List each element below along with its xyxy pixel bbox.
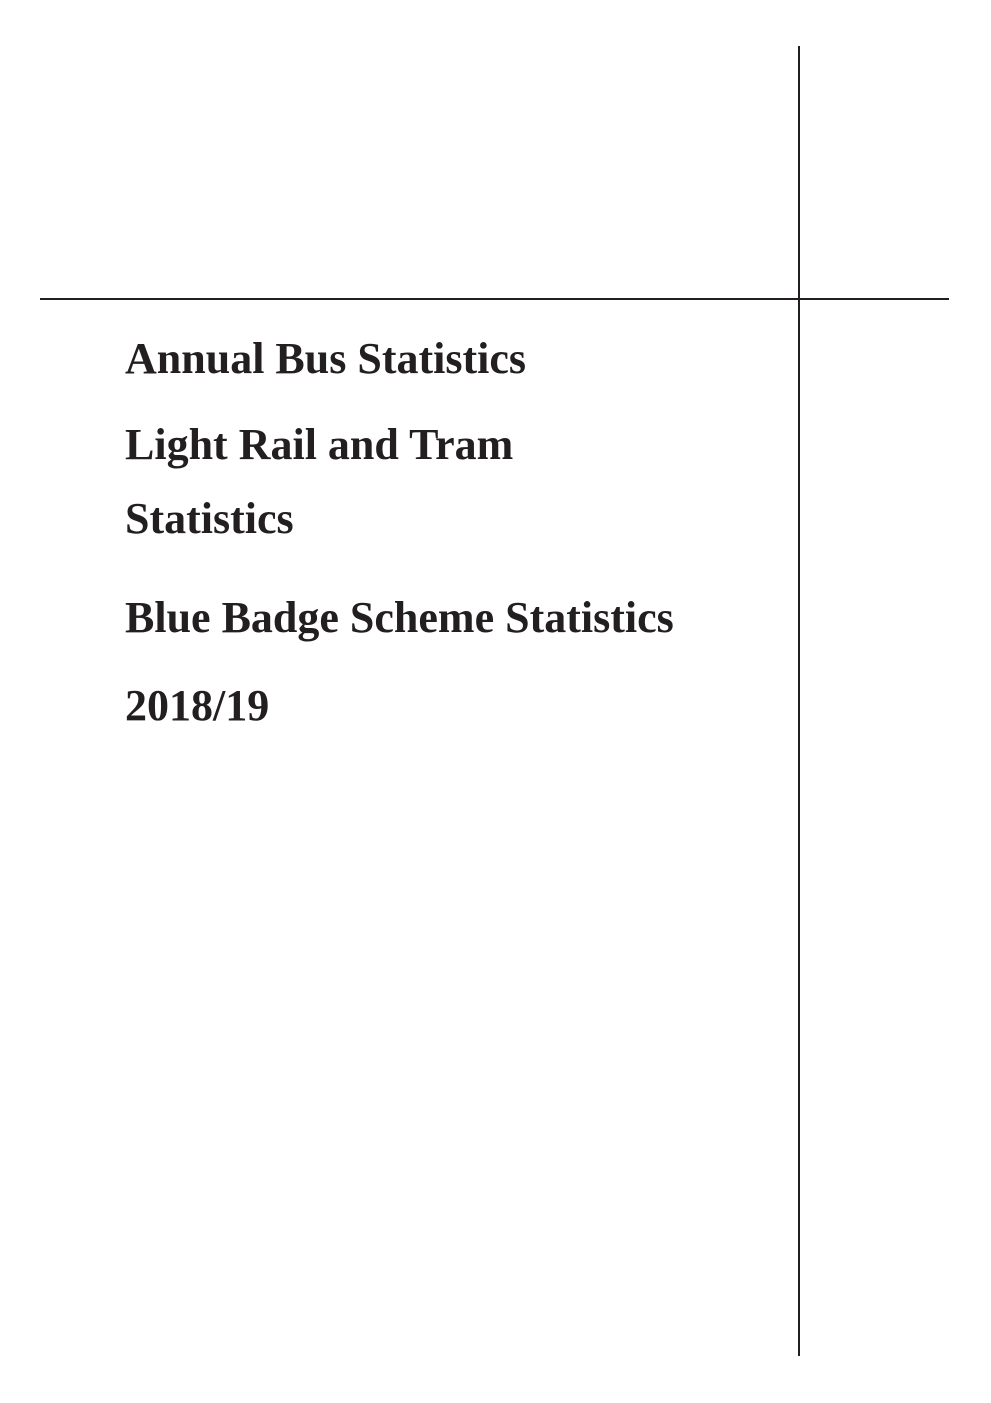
horizontal-divider-line: [40, 298, 949, 300]
title-year: 2018/19: [125, 681, 270, 730]
vertical-divider-line: [798, 46, 800, 1356]
title-annual-bus-statistics: Annual Bus Statistics: [125, 334, 527, 383]
title-blue-badge-scheme-statistics: Blue Badge Scheme Statistics: [125, 593, 674, 642]
title-light-rail-and-tram: Light Rail and Tram: [125, 420, 514, 469]
title-light-rail-statistics-line2: Statistics: [125, 494, 294, 543]
